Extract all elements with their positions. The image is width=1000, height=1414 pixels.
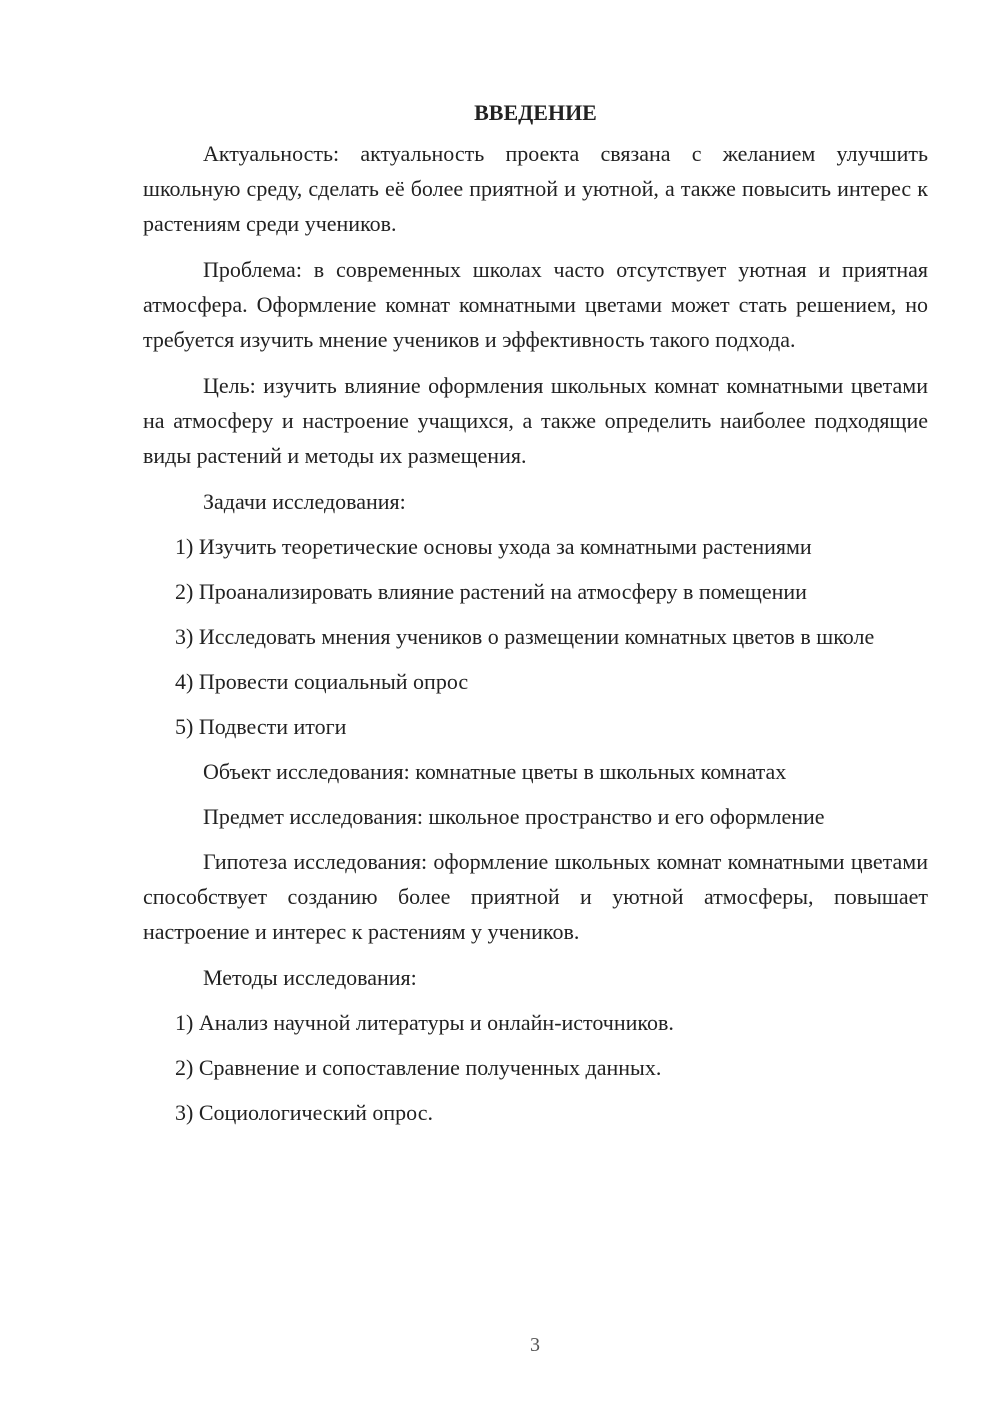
problem-paragraph: Проблема: в современных школах часто отсутствует уютная и приятная атмосфера. Оформление комнат комнатными цветами может стать решением, но требуется изучить мнение учеников и эффективность такого подхода. <box>143 257 928 352</box>
page-number: 3 <box>530 1334 540 1356</box>
task-item: 5) Подвести итоги <box>175 714 347 739</box>
goal-paragraph: Цель: изучить влияние оформления школьных комнат комнатными цветами на атмосферу и настроение учащихся, а также определить наиболее подходящие виды растений и методы их размещения. <box>143 373 928 468</box>
task-item: 4) Провести социальный опрос <box>175 669 469 694</box>
tasks-heading: Задачи исследования: <box>203 489 406 514</box>
hypothesis-paragraph: Гипотеза исследования: оформление школьных комнат комнатными цветами способствует созданию более приятной и уютной атмосферы, повышает настроение и интерес к растениям у учеников. <box>143 849 928 944</box>
task-item: 2) Проанализировать влияние растений на атмосферу в помещении <box>175 579 807 604</box>
task-item: 3) Исследовать мнения учеников о размещении комнатных цветов в школе <box>175 624 875 649</box>
task-item: 1) Изучить теоретические основы ухода за комнатными растениями <box>175 534 812 559</box>
method-item: 3) Социологический опрос. <box>175 1100 433 1125</box>
method-item: 2) Сравнение и сопоставление полученных данных. <box>175 1055 662 1080</box>
document-page <box>143 95 928 1140</box>
methods-heading: Методы исследования: <box>203 965 417 990</box>
method-item: 1) Анализ научной литературы и онлайн-источников. <box>175 1010 674 1035</box>
page-title: ВВЕДЕНИЕ <box>474 100 597 125</box>
subject-line: Предмет исследования: школьное пространство и его оформление <box>203 804 825 829</box>
relevance-paragraph: Актуальность: актуальность проекта связана с желанием улучшить школьную среду, сделать её более приятной и уютной, а также повысить интерес к растениям среди учеников. <box>143 141 928 236</box>
object-line: Объект исследования: комнатные цветы в школьных комнатах <box>203 759 787 784</box>
